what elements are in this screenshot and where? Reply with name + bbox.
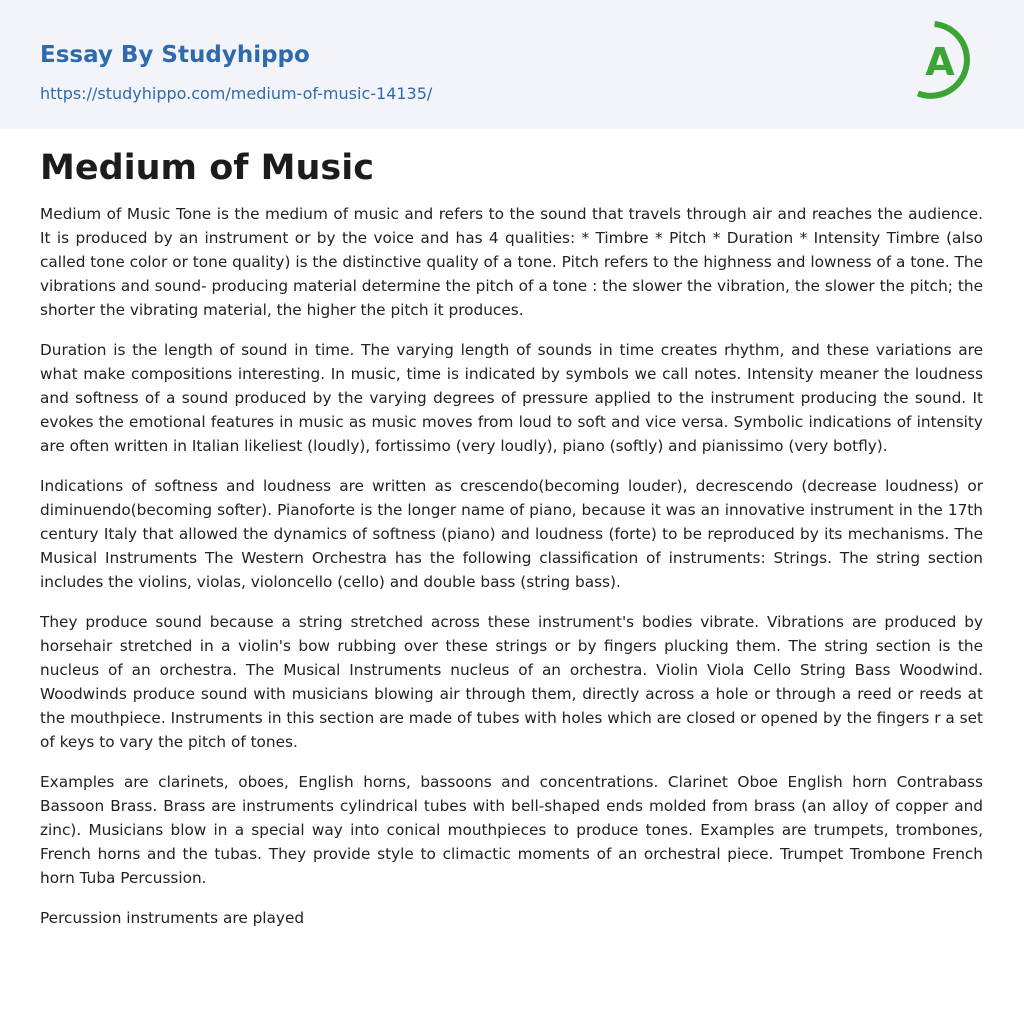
- paragraph-4: They produce sound because a string stretched across these instrument's bodies vibrate. Vibrations are produced by horsehair stretched in a violin's bow rubbing over these strings or by fingers plucking them. The string section is the nucleus of an orchestra. The Musical Instruments nucleus of an orchestra. Violin Viola Cello String Bass Woodwind. Woodwinds produce sound with musicians blowing air through them, directly across a hole or through a reed or reeds at the mouthpiece. Instruments in this section are made of tubes with holes which are closed or opened by the fingers r a set of keys to vary the pitch of tones.: [40, 613, 983, 751]
- logo-letter: A: [925, 40, 955, 84]
- paragraph-5: Examples are clarinets, oboes, English horns, bassoons and concentrations. Clarinet Oboe English horn Contrabass Bassoon Brass. Brass are instruments cylindrical tubes with bell-shaped ends molded from brass (an alloy of copper and zinc). Musicians blow in a special way into conical mouthpieces to produce tones. Examples are trumpets, trombones, French horns and the tubas. They provide style to climactic moments of an orchestral piece. Trumpet Trombone French horn Tuba Percussion.: [40, 773, 983, 887]
- paragraph-2: Duration is the length of sound in time. The varying length of sounds in time creates rhythm, and these variations are what make compositions interesting. In music, time is indicated by symbols we call notes. Intensity meaner the loudness and softness of a sound produced by the varying degrees of pressure applied to the instrument producing the sound. It evokes the emotional features in music as music moves from loud to soft and vice versa. Symbolic indications of intensity are often written in Italian likeliest (loudly), fortissimo (very loudly), piano (softly) and pianissimo (very botfly).: [40, 341, 983, 455]
- studyhippo-logo[interactable]: [912, 19, 988, 105]
- paragraph-3: Indications of softness and loudness are written as crescendo(becoming louder), decrescendo (decrease loudness) or diminuendo(becoming softer). Pianoforte is the longer name of piano, because it was an innovative instrument in the 17th century Italy that allowed the dynamics of softness (piano) and loudness (forte) to be reproduced by its mechanisms. The Musical Instruments The Western Orchestra has the following classification of instruments: Strings. The string section includes the violins, violas, violoncello (cello) and double bass (string bass).: [40, 477, 983, 591]
- site-header: [0, 0, 1024, 129]
- brand-title[interactable]: Essay By Studyhippo: [40, 42, 310, 68]
- logo-ring-icon: [912, 19, 988, 105]
- article: [0, 129, 1024, 930]
- page-title: Medium of Music: [40, 148, 374, 188]
- paragraph-1: Medium of Music Tone is the medium of music and refers to the sound that travels through air and reaches the audience. It is produced by an instrument or by the voice and has 4 qualities: * Timbre * Pitch * Duration * Intensity Timbre (also called tone color or tone quality) is the distinctive quality of a tone. Pitch refers to the highness and lowness of a tone. The vibrations and sound- producing material determine the pitch of a tone : the slower the vibration, the slower the pitch; the shorter the vibrating material, the higher the pitch it produces.: [40, 205, 983, 319]
- paragraph-6: Percussion instruments are played: [40, 909, 305, 927]
- source-url-link[interactable]: https://studyhippo.com/medium-of-music-14135/: [40, 84, 433, 103]
